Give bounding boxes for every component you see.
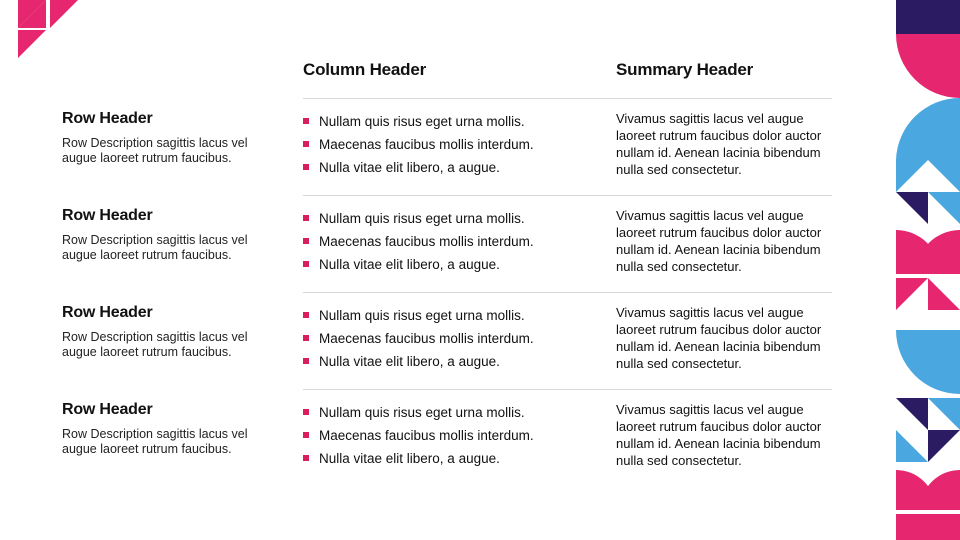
bullet-square-icon — [303, 215, 309, 221]
list-item — [303, 232, 593, 251]
row-divider — [303, 389, 832, 390]
table-row — [0, 389, 896, 486]
row-header-description: Row Description sagittis lacus vel augue laoreet rutrum faucibus. — [62, 427, 248, 456]
bullet-square-icon — [303, 455, 309, 461]
bullet-text: Maecenas faucibus mollis interdum. — [319, 428, 534, 443]
list-item — [303, 449, 593, 468]
summary-cell: Vivamus sagittis lacus vel augue laoreet rutrum faucibus dolor auctor nullam id. Aenean lacinia bibendum nulla sed consectetur. — [616, 208, 822, 274]
bullet-square-icon — [303, 164, 309, 170]
bullet-list — [303, 306, 593, 375]
list-item — [303, 135, 593, 154]
row-divider — [303, 195, 832, 196]
row-header-cell — [62, 401, 277, 457]
bullet-square-icon — [303, 238, 309, 244]
list-item — [303, 329, 593, 348]
bullet-text: Maecenas faucibus mollis interdum. — [319, 137, 534, 152]
bullet-list — [303, 403, 593, 472]
list-item — [303, 158, 593, 177]
table-header-row — [0, 60, 896, 94]
bullet-text: Maecenas faucibus mollis interdum. — [319, 234, 534, 249]
row-header-title: Row Header — [62, 401, 153, 418]
bullet-text: Nulla vitae elit libero, a augue. — [319, 257, 500, 272]
summary-cell: Vivamus sagittis lacus vel augue laoreet rutrum faucibus dolor auctor nullam id. Aenean lacinia bibendum nulla sed consectetur. — [616, 305, 822, 371]
bullet-square-icon — [303, 358, 309, 364]
summary-header-title: Summary Header — [616, 60, 754, 79]
bullet-text: Nulla vitae elit libero, a augue. — [319, 354, 500, 369]
bullet-list — [303, 112, 593, 181]
row-divider — [303, 292, 832, 293]
row-header-title: Row Header — [62, 207, 153, 224]
bullet-text: Nulla vitae elit libero, a augue. — [319, 160, 500, 175]
list-item — [303, 112, 593, 131]
row-header-description: Row Description sagittis lacus vel augue laoreet rutrum faucibus. — [62, 136, 248, 165]
table-row — [0, 292, 896, 389]
bullet-text: Maecenas faucibus mollis interdum. — [319, 331, 534, 346]
bullet-text: Nullam quis risus eget urna mollis. — [319, 308, 525, 323]
list-item — [303, 306, 593, 325]
table-row — [0, 195, 896, 292]
decorative-pattern-right — [896, 0, 960, 540]
summary-cell: Vivamus sagittis lacus vel augue laoreet rutrum faucibus dolor auctor nullam id. Aenean lacinia bibendum nulla sed consectetur. — [616, 402, 822, 468]
row-divider — [303, 98, 832, 99]
bullet-square-icon — [303, 312, 309, 318]
geometric-pattern-icon — [896, 0, 960, 540]
summary-cell: Vivamus sagittis lacus vel augue laoreet rutrum faucibus dolor auctor nullam id. Aenean lacinia bibendum nulla sed consectetur. — [616, 111, 822, 177]
bullet-square-icon — [303, 335, 309, 341]
table-row — [0, 98, 896, 195]
bullet-text: Nullam quis risus eget urna mollis. — [319, 405, 525, 420]
bullet-square-icon — [303, 409, 309, 415]
bullet-square-icon — [303, 118, 309, 124]
bullet-text: Nullam quis risus eget urna mollis. — [319, 114, 525, 129]
row-header-title: Row Header — [62, 304, 153, 321]
list-item — [303, 352, 593, 371]
bullet-square-icon — [303, 141, 309, 147]
list-item — [303, 255, 593, 274]
list-item — [303, 426, 593, 445]
bullet-list — [303, 209, 593, 278]
row-header-title: Row Header — [62, 110, 153, 127]
bullet-square-icon — [303, 432, 309, 438]
row-header-description: Row Description sagittis lacus vel augue laoreet rutrum faucibus. — [62, 330, 248, 359]
row-header-cell — [62, 207, 277, 263]
bullet-square-icon — [303, 261, 309, 267]
bullet-text: Nullam quis risus eget urna mollis. — [319, 211, 525, 226]
column-header-title: Column Header — [303, 60, 427, 79]
row-header-cell — [62, 304, 277, 360]
bullet-text: Nulla vitae elit libero, a augue. — [319, 451, 500, 466]
table-body — [0, 98, 896, 486]
row-header-cell — [62, 110, 277, 166]
list-item — [303, 209, 593, 228]
row-header-description: Row Description sagittis lacus vel augue laoreet rutrum faucibus. — [62, 233, 248, 262]
list-item — [303, 403, 593, 422]
